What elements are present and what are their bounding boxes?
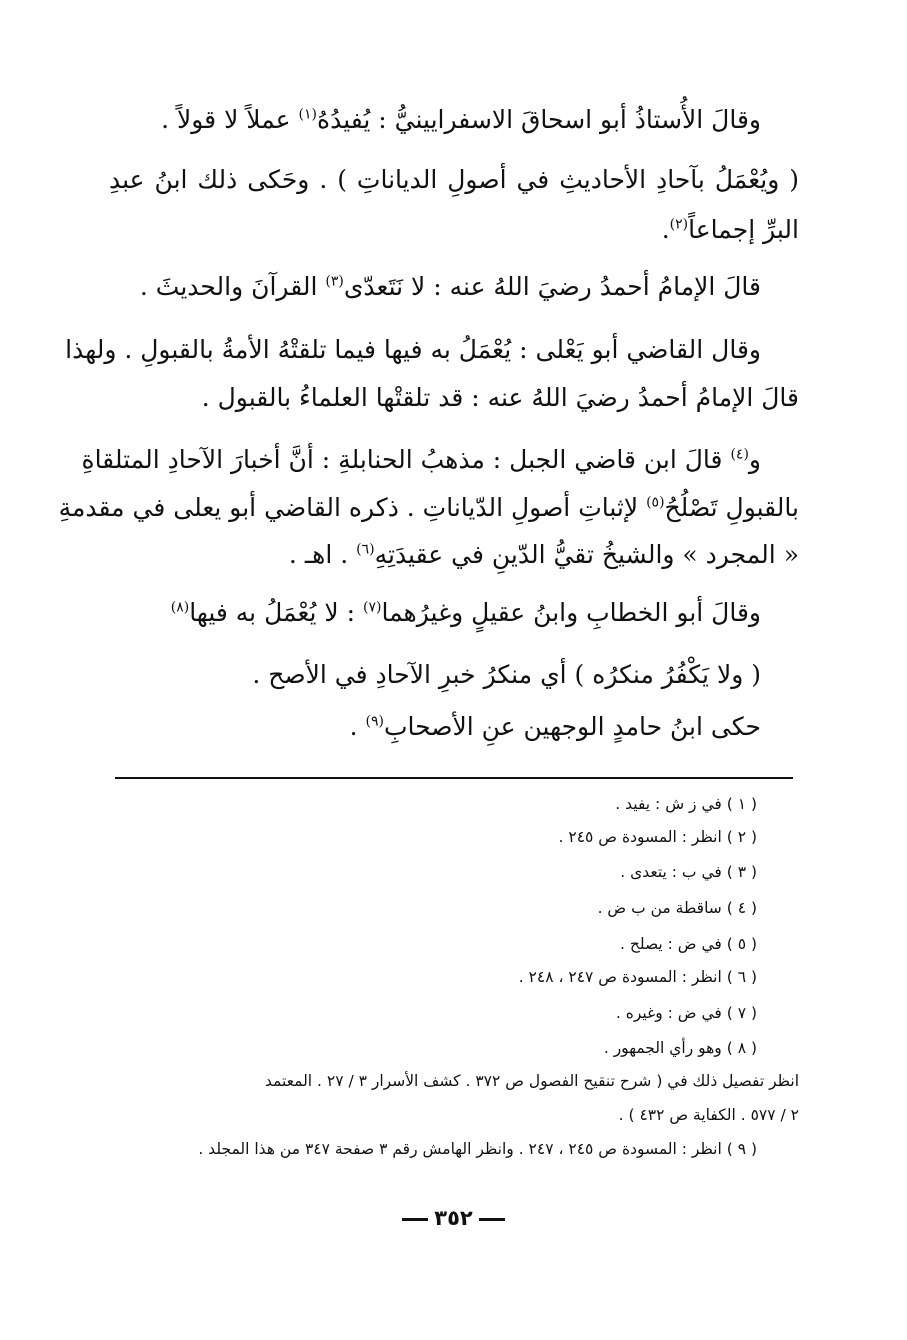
footnote-divider: [115, 777, 793, 779]
body-line-8: [58, 488, 799, 528]
footnote-3: ( ٣ ) في ب : يتعدى .: [620, 863, 757, 881]
footnote-ref: (٢): [669, 216, 689, 233]
body-text: و: [748, 445, 761, 474]
body-text: وقالَ الأُستاذُ أبو اسحاقَ الاسفرايينيُّ : يُفيدُهُ: [316, 105, 761, 134]
body-text: القرآنَ والحديثَ .: [139, 272, 326, 301]
footnote-8-cont-1: انظر تفصيل ذلك في ( شرح تنقيح الفصول ص ٣٧٢ . كشف الأسرار ٣ / ٢٧ . المعتمد: [264, 1072, 799, 1090]
body-text: وقالَ أبو الخطابِ وابنُ عقيلٍ وغيرُهما: [381, 598, 761, 627]
footnote-ref: (٤): [730, 446, 749, 463]
page-number-row: [0, 1206, 907, 1230]
body-text: وقال القاضي أبو يَعْلى : يُعْمَلُ به فيها فيما تلقتْهُ الأمةُ بالقبولِ . ولهذا: [65, 335, 761, 364]
footnote-ref: (٥): [646, 494, 665, 511]
footnote-6: ( ٦ ) انظر : المسودة ص ٢٤٧ ، ٢٤٨ .: [518, 968, 757, 986]
footnote-5: ( ٥ ) في ض : يصلح .: [619, 935, 757, 953]
footnote-ref: (٧): [363, 599, 382, 616]
body-text: « المجرد » والشيخُ تقيُّ الدّينِ في عقيدَتِهِ: [374, 540, 799, 569]
body-text: لإثباتِ أصولِ الدّياناتِ . ذكره القاضي أبو يعلى في مقدمةِ: [58, 493, 647, 522]
body-text: .: [349, 712, 366, 741]
footnote-7: ( ٧ ) في ض : وغيره .: [615, 1004, 757, 1022]
footnote-ref: (١): [298, 106, 317, 123]
footnote-2: ( ٢ ) انظر : المسودة ص ٢٤٥ .: [558, 828, 757, 846]
body-line-6: [202, 378, 799, 418]
body-line-10: [171, 593, 761, 633]
footnote-ref: (٩): [365, 713, 384, 730]
footnote-ref: (٨): [170, 599, 190, 616]
footnote-8: ( ٨ ) وهو رأي الجمهور .: [603, 1039, 757, 1057]
footnote-4: ( ٤ ) ساقطة من ب ض .: [597, 899, 757, 917]
body-line-11: [252, 655, 761, 695]
body-text: : لا يُعْمَلُ به فيها: [189, 598, 364, 627]
page-number-dash: [402, 1218, 428, 1221]
body-text: ( ويُعْمَلُ بآحادِ الأحاديثِ في أصولِ الدياناتِ ) . وحَكى ذلك ابنُ عبدِ: [109, 165, 799, 194]
body-line-1: [161, 100, 761, 140]
footnote-1: ( ١ ) في ز ش : يفيد .: [615, 795, 757, 813]
footnote-8-cont-2: ٢ / ٥٧٧ . الكفاية ص ٤٣٢ ) .: [618, 1106, 799, 1124]
body-line-5: [65, 330, 761, 370]
body-line-9: [289, 535, 799, 575]
body-line-3: [662, 210, 799, 250]
page-number: ٣٥٢: [434, 1206, 473, 1230]
body-line-12: [350, 707, 761, 747]
body-text: قالَ الإمامُ أحمدُ رضيَ اللهُ عنه : قد تلقتْها العلماءُ بالقبول .: [201, 383, 799, 412]
body-text: ( ولا يَكْفُرُ منكرُه ) أي منكرُ خبرِ الآحادِ في الأصح .: [252, 660, 761, 689]
body-line-7: [81, 440, 761, 480]
body-line-2: [109, 160, 799, 200]
footnote-9: ( ٩ ) انظر : المسودة ص ٢٤٥ ، ٢٤٧ . وانظر الهامش رقم ٣ صفحة ٣٤٧ من هذا المجلد .: [198, 1140, 757, 1158]
body-text: قالَ الإمامُ أحمدُ رضيَ اللهُ عنه : لا نَتَعدّى: [343, 272, 761, 301]
body-text: قالَ ابن قاضي الجبل : مذهبُ الحنابلةِ : أنَّ أخبارَ الآحادِ المتلقاةِ: [81, 445, 731, 474]
footnote-ref: (٣): [325, 273, 344, 290]
footnote-ref: (٦): [356, 541, 375, 558]
body-text: عملاً لا قولاً .: [161, 105, 299, 134]
body-text: بالقبولِ تَصْلُحُ: [664, 493, 799, 522]
body-text: البرِّ إجماعاً: [688, 215, 799, 244]
body-line-4: [140, 267, 761, 307]
page-number-dash: [479, 1218, 505, 1221]
body-text: . اهـ .: [288, 540, 357, 569]
body-text: .: [661, 215, 670, 244]
body-text: حكى ابنُ حامدٍ الوجهين عنِ الأصحابِ: [383, 712, 761, 741]
